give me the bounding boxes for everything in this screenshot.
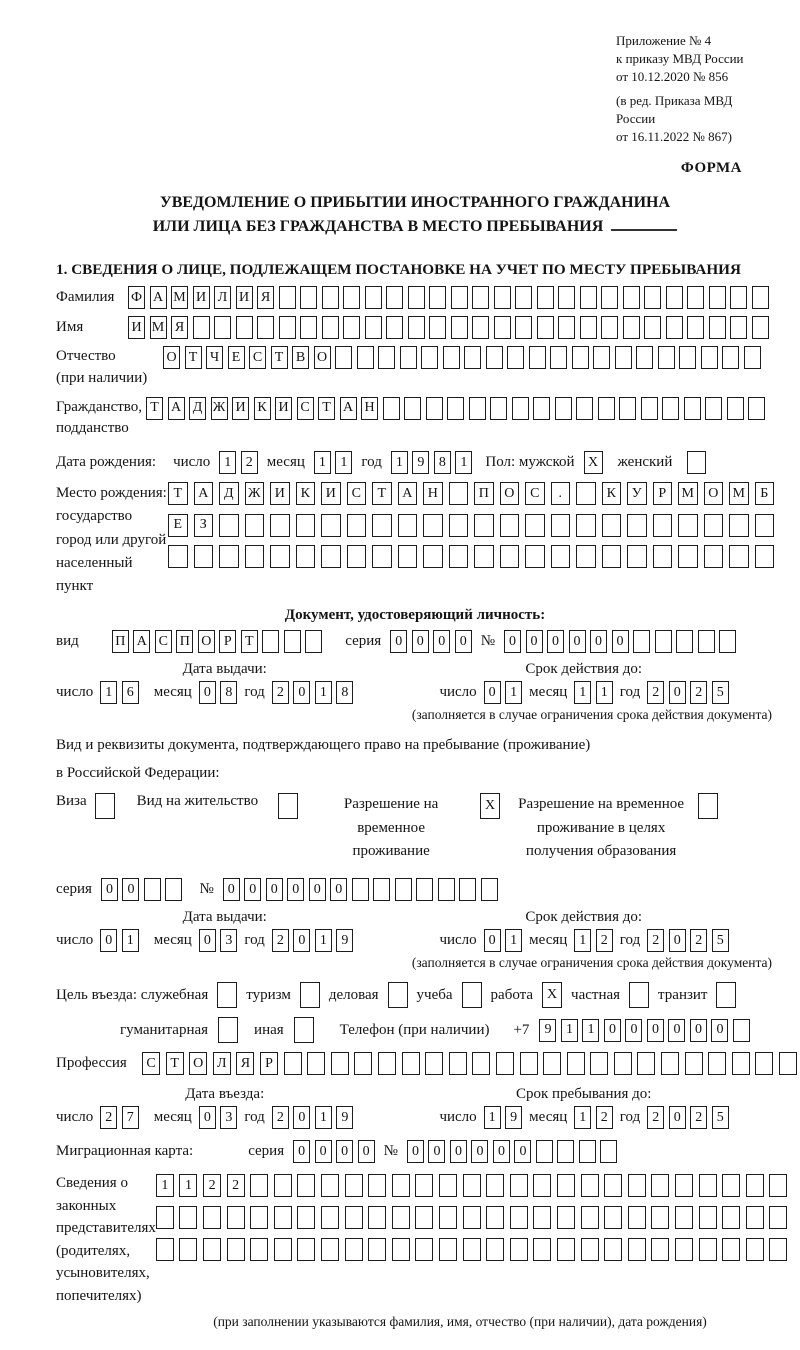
sex-female-label: женский xyxy=(617,454,673,471)
visa-checkbox[interactable] xyxy=(95,793,115,819)
issue-date-label: Дата выдачи: xyxy=(182,909,267,926)
identity-limit-note: (заполняется в случае ограничения срока действия документа) xyxy=(411,707,772,723)
profession-boxes[interactable]: С Т О Л Я Р xyxy=(142,1052,797,1075)
purpose-row xyxy=(56,982,774,1008)
phone-boxes[interactable]: 9 1 1 0 0 0 0 0 0 xyxy=(539,1019,750,1042)
surname-label: Фамилия xyxy=(56,288,115,305)
identity-doc-heading: Документ, удостоверяющий личность: xyxy=(284,607,546,624)
purpose-tourism-label: туризм xyxy=(246,986,291,1003)
residence-valid-year-boxes[interactable]: 2 0 2 5 xyxy=(647,929,729,952)
birthplace-row-1-boxes[interactable]: Т А Д Ж И К И С Т А Н П О С . К У Р М О М Б xyxy=(168,482,774,505)
appendix-edit-line: от 16.11.2022 № 867) xyxy=(616,128,733,144)
representatives-note: (при заполнении указываются фамилия, имя, отчество (при наличии), дата рождения) xyxy=(213,1314,707,1330)
migration-number-boxes[interactable]: 0 0 0 0 0 0 xyxy=(407,1140,618,1163)
representatives-row-1-boxes[interactable]: 1 1 2 2 xyxy=(156,1174,787,1197)
stay-until-date xyxy=(393,1106,774,1129)
valid-until-label: Срок действия до: xyxy=(525,909,643,926)
phone-prefix: +7 xyxy=(513,1021,530,1038)
purpose-study-checkbox[interactable] xyxy=(462,982,482,1008)
migration-card-label: Миграционная карта: xyxy=(56,1143,194,1160)
temp-residence-edu-label: Разрешение на временное проживание в целях получения образования xyxy=(518,796,685,859)
purpose-business-label: деловая xyxy=(328,986,379,1003)
appendix-line: Приложение № 4 xyxy=(616,33,712,48)
birth-year-boxes[interactable]: 1 9 8 1 xyxy=(391,451,473,474)
citizenship-row xyxy=(56,397,774,441)
firstname-boxes[interactable]: И М Я xyxy=(128,316,769,339)
migration-series-boxes[interactable]: 0 0 0 0 xyxy=(293,1140,375,1163)
residence-intro-1: Вид и реквизиты документа, подтверждающего право на пребывание (проживание) xyxy=(56,737,591,754)
firstname-label: Имя xyxy=(56,318,84,335)
day-label: число xyxy=(56,1109,94,1126)
residence-valid-month-boxes[interactable]: 1 2 xyxy=(574,929,613,952)
profession-row xyxy=(56,1052,774,1075)
year-label: год xyxy=(619,1109,641,1126)
number-label: № xyxy=(480,633,495,650)
birthplace-rows xyxy=(168,482,774,568)
stay-until-label: Срок пребывания до: xyxy=(515,1086,652,1103)
page-title xyxy=(56,191,774,239)
day-label: число xyxy=(439,932,477,949)
purpose-humanitarian-checkbox[interactable] xyxy=(218,1017,238,1043)
birthplace-row-2-boxes[interactable]: Е З xyxy=(168,514,774,537)
purpose-other-label: иная xyxy=(254,1021,284,1038)
residence-limit-note: (заполняется в случае ограничения срока действия документа) xyxy=(411,955,772,971)
residence-series-row xyxy=(56,878,774,901)
purpose-label: Цель въезда: служебная xyxy=(56,986,209,1003)
day-label: число xyxy=(439,1109,477,1126)
identity-dates-row xyxy=(56,681,774,704)
year-label: год xyxy=(244,684,265,701)
purpose-transit-label: транзит xyxy=(658,986,708,1003)
residence-permit-checkbox[interactable] xyxy=(278,793,298,819)
title-line-1: УВЕДОМЛЕНИЕ О ПРИБЫТИИ ИНОСТРАННОГО ГРАЖДАНИНА xyxy=(159,194,671,212)
purpose-official-checkbox[interactable] xyxy=(217,982,237,1008)
day-label: число xyxy=(56,932,94,949)
birthdate-label: Дата рождения: xyxy=(56,454,157,471)
series-label: серия xyxy=(345,633,382,650)
purpose-work-checkbox[interactable]: X xyxy=(542,982,562,1008)
sex-female-checkbox[interactable] xyxy=(687,451,706,474)
identity-issue-year-boxes[interactable]: 2 0 1 8 xyxy=(272,681,354,704)
temp-residence-item xyxy=(310,793,500,863)
representatives-block xyxy=(56,1172,774,1307)
appendix-line: к приказу МВД России xyxy=(616,51,744,67)
birth-month-boxes[interactable]: 1 1 xyxy=(314,451,353,474)
firstname-row xyxy=(56,316,774,339)
month-label: месяц xyxy=(529,932,568,949)
month-label: месяц xyxy=(529,1109,568,1126)
stay-until-year-boxes[interactable]: 2 0 2 5 xyxy=(647,1106,729,1129)
year-label: год xyxy=(619,932,641,949)
visa-item xyxy=(56,793,115,819)
representatives-rows xyxy=(156,1172,787,1261)
day-label: число xyxy=(56,684,94,701)
forma-label: ФОРМА xyxy=(680,160,742,177)
month-label: месяц xyxy=(153,932,192,949)
residence-intro-2: в Российской Федерации: xyxy=(56,764,220,781)
patronymic-label: Отчество (при наличии) xyxy=(56,348,148,386)
purpose-study-label: учеба xyxy=(416,986,453,1003)
identity-valid-month-boxes[interactable]: 1 1 xyxy=(574,681,613,704)
purpose-transit-checkbox[interactable] xyxy=(716,982,736,1008)
year-label: год xyxy=(244,1109,265,1126)
identity-issue-date xyxy=(56,681,393,704)
residence-valid-date xyxy=(393,929,774,952)
birthdate-row xyxy=(56,451,774,474)
entry-dates-row xyxy=(56,1106,774,1129)
temp-residence-edu-item xyxy=(512,793,718,863)
number-label: № xyxy=(383,1143,398,1160)
identity-issue-month-boxes[interactable]: 0 8 xyxy=(199,681,238,704)
residence-dates-head xyxy=(56,909,774,926)
residence-issue-year-boxes[interactable]: 2 0 1 9 xyxy=(272,929,354,952)
residence-number-boxes[interactable]: 0 0 0 0 0 0 xyxy=(223,878,498,901)
birth-day-boxes[interactable]: 1 2 xyxy=(219,451,258,474)
citizenship-label: Гражданство, подданство xyxy=(56,398,143,437)
purpose-private-label: частная xyxy=(571,986,621,1003)
year-label: год xyxy=(361,454,382,471)
residence-valid-day-boxes[interactable]: 0 1 xyxy=(484,929,523,952)
stay-until-day-boxes[interactable]: 1 9 xyxy=(484,1106,523,1129)
temp-residence-checkbox[interactable]: X xyxy=(480,793,500,819)
entry-month-boxes[interactable]: 0 3 xyxy=(199,1106,238,1129)
patronymic-boxes[interactable]: О Т Ч Е С Т В О xyxy=(163,346,761,369)
surname-row xyxy=(56,286,774,309)
birthplace-row-3-boxes[interactable] xyxy=(168,545,774,568)
entry-date-label: Дата въезда: xyxy=(185,1086,265,1103)
month-label: месяц xyxy=(529,684,568,701)
birthplace-block xyxy=(56,482,774,598)
profession-label: Профессия xyxy=(56,1054,127,1071)
residence-issue-day-boxes[interactable]: 0 1 xyxy=(100,929,139,952)
purpose-work-label: работа xyxy=(490,986,534,1003)
valid-until-label: Срок действия до: xyxy=(525,661,643,678)
entry-year-boxes[interactable]: 2 0 1 9 xyxy=(272,1106,354,1129)
visa-label: Виза xyxy=(56,793,87,810)
residence-series-boxes[interactable]: 0 0 xyxy=(101,878,183,901)
year-label: год xyxy=(244,932,265,949)
migration-card-row xyxy=(56,1140,774,1163)
purpose-humanitarian-label: гуманитарная xyxy=(120,1021,209,1038)
appendix-line: от 10.12.2020 № 856 xyxy=(616,69,729,85)
month-label: месяц xyxy=(266,454,305,471)
purpose-private-checkbox[interactable] xyxy=(629,982,649,1008)
residence-issue-date xyxy=(56,929,393,952)
issue-date-label: Дата выдачи: xyxy=(182,661,267,678)
doc-type-label: вид xyxy=(56,633,79,650)
title-line-2: ИЛИ ЛИЦА БЕЗ ГРАЖДАНСТВА В МЕСТО ПРЕБЫВАНИЯ xyxy=(56,215,774,239)
title-blank-underline xyxy=(611,216,677,231)
identity-valid-day-boxes[interactable]: 0 1 xyxy=(484,681,523,704)
sex-male-label: Пол: мужской xyxy=(485,454,575,471)
phone-label: Телефон (при наличии) xyxy=(339,1021,490,1038)
number-label: № xyxy=(199,881,214,898)
series-label: серия xyxy=(248,1143,285,1160)
patronymic-row xyxy=(56,346,774,390)
representatives-label: Сведения о законных представителях (родителях, усыновителях, попечителях) xyxy=(56,1175,156,1304)
doc-type-boxes[interactable]: П А С П О Р Т xyxy=(112,630,323,653)
entry-dates-head xyxy=(56,1086,774,1103)
residence-permit-label: Вид на жительство xyxy=(136,793,259,810)
day-label: число xyxy=(439,684,477,701)
doc-series-boxes[interactable]: 0 0 0 0 xyxy=(390,630,472,653)
section1-heading: 1. СВЕДЕНИЯ О ЛИЦЕ, ПОДЛЕЖАЩЕМ ПОСТАНОВКЕ НА УЧЕТ ПО МЕСТУ ПРЕБЫВАНИЯ xyxy=(56,261,741,279)
day-label: число xyxy=(173,454,211,471)
month-label: месяц xyxy=(153,684,192,701)
identity-issue-day-boxes[interactable]: 1 6 xyxy=(100,681,139,704)
sex-male-checkbox[interactable]: X xyxy=(584,451,603,474)
stay-until-month-boxes[interactable]: 1 2 xyxy=(574,1106,613,1129)
citizenship-boxes[interactable]: Т А Д Ж И К И С Т А Н xyxy=(146,397,765,420)
entry-day-boxes[interactable]: 2 7 xyxy=(100,1106,139,1129)
residence-issue-month-boxes[interactable]: 0 3 xyxy=(199,929,238,952)
temp-residence-edu-checkbox[interactable] xyxy=(698,793,718,819)
residence-type-row xyxy=(56,793,774,863)
identity-dates-head xyxy=(56,661,774,678)
doc-number-boxes[interactable]: 0 0 0 0 0 0 xyxy=(504,630,736,653)
entry-date xyxy=(56,1106,393,1129)
surname-boxes[interactable]: Ф А М И Л И Я xyxy=(128,286,769,309)
birthplace-label: Место рождения: государство город или другой населенный пункт xyxy=(56,485,167,595)
purpose-row-2 xyxy=(56,1017,774,1043)
purpose-business-checkbox[interactable] xyxy=(388,982,408,1008)
identity-doc-row xyxy=(56,630,774,653)
residence-dates-row xyxy=(56,929,774,952)
month-label: месяц xyxy=(153,1109,192,1126)
representatives-row-2-boxes[interactable] xyxy=(156,1206,787,1229)
residence-permit-item xyxy=(137,793,298,819)
series-label: серия xyxy=(56,881,92,898)
temp-residence-label: Разрешение на временное проживание xyxy=(343,796,439,859)
identity-valid-year-boxes[interactable]: 2 0 2 5 xyxy=(647,681,729,704)
year-label: год xyxy=(619,684,641,701)
appendix-edit-line: (в ред. Приказа МВД России xyxy=(616,92,733,126)
purpose-other-checkbox[interactable] xyxy=(294,1017,314,1043)
identity-valid-date xyxy=(393,681,774,704)
representatives-row-3-boxes[interactable] xyxy=(156,1238,787,1261)
purpose-tourism-checkbox[interactable] xyxy=(300,982,320,1008)
appendix-header xyxy=(616,32,774,146)
